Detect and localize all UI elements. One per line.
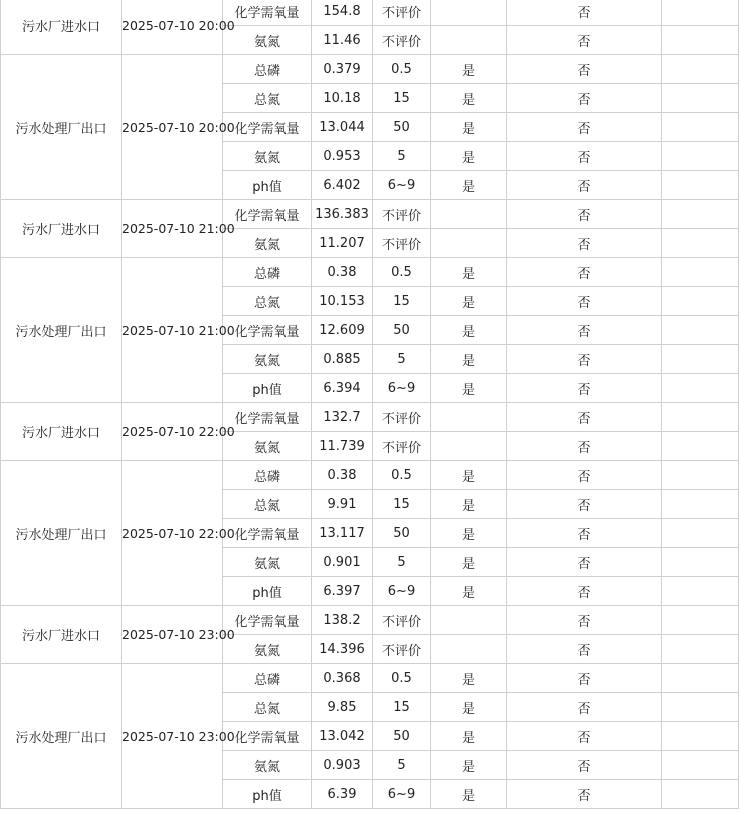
- value-cell: 0.38: [312, 258, 373, 287]
- limit-cell: 不评价: [373, 635, 431, 664]
- compliant-cell: [431, 606, 507, 635]
- value-cell: 11.46: [312, 26, 373, 55]
- exceed-cell: 否: [507, 345, 662, 374]
- compliant-cell: 是: [431, 287, 507, 316]
- exceed-cell: 否: [507, 606, 662, 635]
- indicator-cell: 总氮: [223, 693, 312, 722]
- limit-cell: 6~9: [373, 780, 431, 809]
- site-cell: 污水处理厂出口: [1, 55, 122, 200]
- indicator-cell: ph值: [223, 780, 312, 809]
- table-body: [1, 0, 739, 809]
- limit-cell: 5: [373, 142, 431, 171]
- remark-cell: [662, 229, 739, 258]
- remark-cell: [662, 345, 739, 374]
- exceed-cell: 否: [507, 722, 662, 751]
- value-cell: 12.609: [312, 316, 373, 345]
- value-cell: 154.8: [312, 0, 373, 26]
- compliant-cell: [431, 0, 507, 26]
- value-cell: 13.042: [312, 722, 373, 751]
- remark-cell: [662, 0, 739, 26]
- remark-cell: [662, 548, 739, 577]
- indicator-cell: 总氮: [223, 287, 312, 316]
- remark-cell: [662, 316, 739, 345]
- table-row: [1, 606, 739, 635]
- value-cell: 0.379: [312, 55, 373, 84]
- compliant-cell: 是: [431, 258, 507, 287]
- remark-cell: [662, 722, 739, 751]
- value-cell: 10.18: [312, 84, 373, 113]
- indicator-cell: 化学需氧量: [223, 722, 312, 751]
- time-cell: 2025-07-10 21:00: [122, 258, 223, 403]
- compliant-cell: 是: [431, 142, 507, 171]
- limit-cell: 不评价: [373, 403, 431, 432]
- value-cell: 11.739: [312, 432, 373, 461]
- exceed-cell: 否: [507, 577, 662, 606]
- value-cell: 13.117: [312, 519, 373, 548]
- limit-cell: 0.5: [373, 664, 431, 693]
- limit-cell: 0.5: [373, 258, 431, 287]
- indicator-cell: 氨氮: [223, 751, 312, 780]
- exceed-cell: 否: [507, 26, 662, 55]
- site-cell: 污水厂进水口: [1, 0, 122, 55]
- value-cell: 0.368: [312, 664, 373, 693]
- indicator-cell: 化学需氧量: [223, 200, 312, 229]
- exceed-cell: 否: [507, 519, 662, 548]
- indicator-cell: 氨氮: [223, 432, 312, 461]
- compliant-cell: 是: [431, 519, 507, 548]
- value-cell: 0.903: [312, 751, 373, 780]
- indicator-cell: 总氮: [223, 490, 312, 519]
- exceed-cell: 否: [507, 84, 662, 113]
- remark-cell: [662, 606, 739, 635]
- value-cell: 0.901: [312, 548, 373, 577]
- exceed-cell: 否: [507, 142, 662, 171]
- compliant-cell: 是: [431, 84, 507, 113]
- indicator-cell: 氨氮: [223, 142, 312, 171]
- compliant-cell: 是: [431, 490, 507, 519]
- remark-cell: [662, 751, 739, 780]
- remark-cell: [662, 432, 739, 461]
- compliant-cell: 是: [431, 374, 507, 403]
- limit-cell: 0.5: [373, 55, 431, 84]
- value-cell: 6.397: [312, 577, 373, 606]
- table-row: [1, 461, 739, 490]
- compliant-cell: 是: [431, 751, 507, 780]
- value-cell: 6.402: [312, 171, 373, 200]
- site-cell: 污水厂进水口: [1, 606, 122, 664]
- table-row: [1, 200, 739, 229]
- indicator-cell: 总磷: [223, 258, 312, 287]
- value-cell: 14.396: [312, 635, 373, 664]
- exceed-cell: 否: [507, 432, 662, 461]
- time-cell: 2025-07-10 22:00: [122, 461, 223, 606]
- exceed-cell: 否: [507, 171, 662, 200]
- time-cell: 2025-07-10 22:00: [122, 403, 223, 461]
- exceed-cell: 否: [507, 0, 662, 26]
- exceed-cell: 否: [507, 548, 662, 577]
- table-row: [1, 0, 739, 26]
- remark-cell: [662, 403, 739, 432]
- remark-cell: [662, 664, 739, 693]
- remark-cell: [662, 26, 739, 55]
- site-cell: 污水厂进水口: [1, 200, 122, 258]
- compliant-cell: [431, 403, 507, 432]
- compliant-cell: [431, 200, 507, 229]
- remark-cell: [662, 287, 739, 316]
- remark-cell: [662, 171, 739, 200]
- indicator-cell: ph值: [223, 374, 312, 403]
- limit-cell: 15: [373, 287, 431, 316]
- limit-cell: 不评价: [373, 26, 431, 55]
- limit-cell: 5: [373, 751, 431, 780]
- indicator-cell: 总磷: [223, 664, 312, 693]
- limit-cell: 不评价: [373, 200, 431, 229]
- exceed-cell: 否: [507, 693, 662, 722]
- indicator-cell: 化学需氧量: [223, 0, 312, 26]
- value-cell: 0.885: [312, 345, 373, 374]
- compliant-cell: 是: [431, 577, 507, 606]
- remark-cell: [662, 84, 739, 113]
- exceed-cell: 否: [507, 55, 662, 84]
- indicator-cell: 化学需氧量: [223, 316, 312, 345]
- indicator-cell: 化学需氧量: [223, 606, 312, 635]
- indicator-cell: 氨氮: [223, 635, 312, 664]
- compliant-cell: 是: [431, 780, 507, 809]
- compliant-cell: 是: [431, 664, 507, 693]
- exceed-cell: 否: [507, 316, 662, 345]
- value-cell: 13.044: [312, 113, 373, 142]
- value-cell: 0.38: [312, 461, 373, 490]
- compliant-cell: 是: [431, 461, 507, 490]
- exceed-cell: 否: [507, 751, 662, 780]
- value-cell: 9.85: [312, 693, 373, 722]
- limit-cell: 5: [373, 548, 431, 577]
- compliant-cell: 是: [431, 722, 507, 751]
- indicator-cell: 化学需氧量: [223, 519, 312, 548]
- indicator-cell: 总磷: [223, 461, 312, 490]
- exceed-cell: 否: [507, 635, 662, 664]
- exceed-cell: 否: [507, 780, 662, 809]
- exceed-cell: 否: [507, 258, 662, 287]
- table-row: [1, 55, 739, 84]
- limit-cell: 不评价: [373, 229, 431, 258]
- value-cell: 9.91: [312, 490, 373, 519]
- site-cell: 污水厂进水口: [1, 403, 122, 461]
- exceed-cell: 否: [507, 664, 662, 693]
- limit-cell: 50: [373, 722, 431, 751]
- value-cell: 0.953: [312, 142, 373, 171]
- remark-cell: [662, 461, 739, 490]
- site-cell: 污水处理厂出口: [1, 258, 122, 403]
- time-cell: 2025-07-10 21:00: [122, 200, 223, 258]
- compliant-cell: [431, 26, 507, 55]
- remark-cell: [662, 113, 739, 142]
- indicator-cell: 氨氮: [223, 229, 312, 258]
- time-cell: 2025-07-10 20:00: [122, 55, 223, 200]
- value-cell: 138.2: [312, 606, 373, 635]
- limit-cell: 15: [373, 84, 431, 113]
- site-cell: 污水处理厂出口: [1, 461, 122, 606]
- compliant-cell: 是: [431, 345, 507, 374]
- remark-cell: [662, 519, 739, 548]
- remark-cell: [662, 780, 739, 809]
- remark-cell: [662, 142, 739, 171]
- remark-cell: [662, 258, 739, 287]
- limit-cell: 5: [373, 345, 431, 374]
- table-row: [1, 258, 739, 287]
- limit-cell: 15: [373, 693, 431, 722]
- value-cell: 11.207: [312, 229, 373, 258]
- limit-cell: 6~9: [373, 171, 431, 200]
- compliant-cell: [431, 229, 507, 258]
- indicator-cell: ph值: [223, 171, 312, 200]
- compliant-cell: 是: [431, 548, 507, 577]
- compliant-cell: [431, 432, 507, 461]
- value-cell: 6.394: [312, 374, 373, 403]
- table-row: [1, 664, 739, 693]
- value-cell: 10.153: [312, 287, 373, 316]
- site-cell: 污水处理厂出口: [1, 664, 122, 809]
- limit-cell: 50: [373, 316, 431, 345]
- compliant-cell: 是: [431, 171, 507, 200]
- indicator-cell: ph值: [223, 577, 312, 606]
- exceed-cell: 否: [507, 461, 662, 490]
- compliant-cell: 是: [431, 55, 507, 84]
- limit-cell: 15: [373, 490, 431, 519]
- exceed-cell: 否: [507, 287, 662, 316]
- remark-cell: [662, 200, 739, 229]
- limit-cell: 不评价: [373, 606, 431, 635]
- indicator-cell: 氨氮: [223, 26, 312, 55]
- value-cell: 6.39: [312, 780, 373, 809]
- indicator-cell: 总氮: [223, 84, 312, 113]
- time-cell: 2025-07-10 23:00: [122, 606, 223, 664]
- indicator-cell: 氨氮: [223, 345, 312, 374]
- limit-cell: 不评价: [373, 432, 431, 461]
- exceed-cell: 否: [507, 200, 662, 229]
- exceed-cell: 否: [507, 113, 662, 142]
- limit-cell: 50: [373, 113, 431, 142]
- compliant-cell: 是: [431, 693, 507, 722]
- compliant-cell: [431, 635, 507, 664]
- exceed-cell: 否: [507, 374, 662, 403]
- remark-cell: [662, 490, 739, 519]
- compliant-cell: 是: [431, 316, 507, 345]
- time-cell: 2025-07-10 23:00: [122, 664, 223, 809]
- value-cell: 132.7: [312, 403, 373, 432]
- time-cell: 2025-07-10 20:00: [122, 0, 223, 55]
- limit-cell: 6~9: [373, 374, 431, 403]
- remark-cell: [662, 55, 739, 84]
- indicator-cell: 化学需氧量: [223, 403, 312, 432]
- exceed-cell: 否: [507, 229, 662, 258]
- value-cell: 136.383: [312, 200, 373, 229]
- exceed-cell: 否: [507, 490, 662, 519]
- exceed-cell: 否: [507, 403, 662, 432]
- indicator-cell: 化学需氧量: [223, 113, 312, 142]
- limit-cell: 0.5: [373, 461, 431, 490]
- remark-cell: [662, 577, 739, 606]
- limit-cell: 50: [373, 519, 431, 548]
- remark-cell: [662, 374, 739, 403]
- limit-cell: 不评价: [373, 0, 431, 26]
- remark-cell: [662, 635, 739, 664]
- indicator-cell: 氨氮: [223, 548, 312, 577]
- table-row: [1, 403, 739, 432]
- limit-cell: 6~9: [373, 577, 431, 606]
- indicator-cell: 总磷: [223, 55, 312, 84]
- remark-cell: [662, 693, 739, 722]
- compliant-cell: 是: [431, 113, 507, 142]
